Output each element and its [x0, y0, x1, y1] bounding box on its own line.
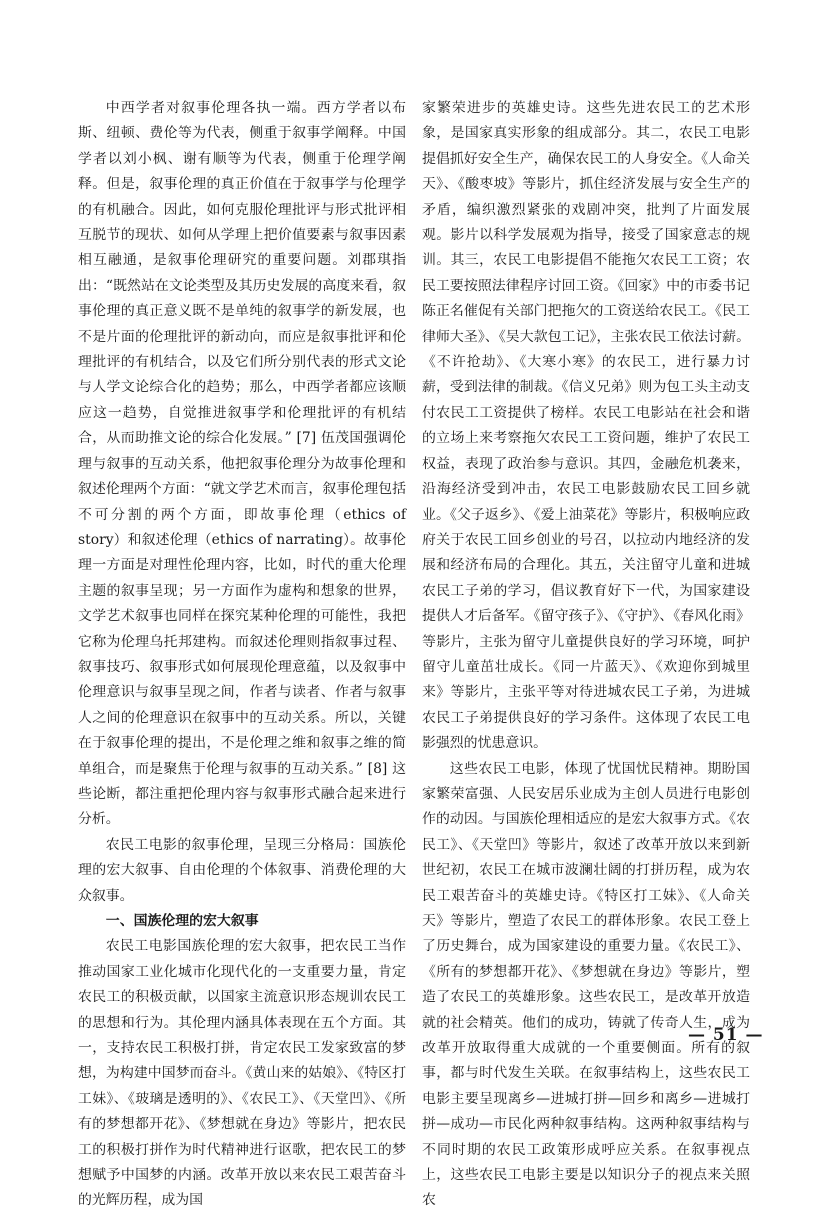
page-number: — 51 — — [688, 1025, 764, 1045]
left-column — [78, 96, 406, 1214]
paragraph-narrative-ethics-debate: 中西学者对叙事伦理各执一端。西方学者以布斯、纽顿、费伦等为代表，侧重于叙事学阐释。中国学者以刘小枫、谢有顺等为代表，侧重于伦理学阐释。但是，叙事伦理的真正价值在于叙事学与伦理学的有机融合。因此，如何克服伦理批评与形式批评相互脱节的现状、如何从学理上把价值要素与叙事因素相互融通，是叙事伦理研究的重要问题。刘郡琪指出：“既然站在文论类型及其历史发展的高度来看，叙事伦理的真正意义既不是单纯的叙事学的新发展，也不是片面的伦理批评的新动向，而应是叙事批评和伦理批评的有机结合，以及它们所分别代表的形式文论与人学文论综合化的趋势；那么，中西学者都应该顺应这一趋势，自觉推进叙事学和伦理批评的有机结合，从而助推文论的综合化发展。” [7] 伍茂国强调伦理与叙事的互动关系，他把叙事伦理分为故事伦理和叙述伦理两个方面：“就文学艺术而言，叙事伦理包括不可分割的两个方面，即故事伦理（ethics of story）和叙述伦理（ethics of narrating）。故事伦理一方面是对理性伦理内容，比如，时代的重大伦理主题的叙事呈现；另一方面作为虚构和想象的世界，文学艺术叙事也同样在探究某种伦理的可能性，我把它称为伦理乌托邦建构。而叙述伦理则指叙事过程、叙事技巧、叙事形式如何展现伦理意蕴，以及叙事中伦理意识与叙事呈现之间，作者与读者、作者与叙事人之间的伦理意识在叙事中的互动关系。所以，关键在于叙事伦理的提出，不是伦理之维和叙事之维的简单组合，而是聚焦于伦理与叙事的互动关系。” [8] 这些论断，都注重把伦理内容与叙事形式融合起来进行分析。 — [78, 100, 406, 828]
paragraph-three-part-pattern: 农民工电影的叙事伦理，呈现三分格局：国族伦理的宏大叙事、自由伦理的个体叙事、消费伦理的大众叙事。 — [78, 836, 406, 904]
paragraph-grand-narrative: 农民工电影国族伦理的宏大叙事，把农民工当作推动国家工业化城市化现代化的一支重要力量，肯定农民工的积极贡献，以国家主流意识形态规训农民工的思想和行为。其伦理内涵具体表现在五个方面。其一，支持农民工积极打拼，肯定农民工发家致富的梦想，为构建中国梦而奋斗。《黄山来的姑娘》、《特区打工妹》、《玻璃是透明的》、《农民工》、《天堂凹》、《所有的梦想都开花》、《梦想就在身边》等影片，把农民工的积极打拼作为时代精神进行讴歌，把农民工的梦想赋予中国梦的内涵。改革开放以来农民工艰苦奋斗的光辉历程，成为国 — [78, 938, 406, 1209]
paragraph-national-concern: 这些农民工电影，体现了忧国忧民精神。期盼国家繁荣富强、人民安居乐业成为主创人员进行电影创作的动因。与国族伦理相适应的是宏大叙事方式。《农民工》、《天堂凹》等影片，叙述了改革开放以来到新世纪初，农民工在城市波澜壮阔的打拼历程，成为农民工艰苦奋斗的英雄史诗。《特区打工妹》、《人命关天》等影片，塑造了农民工的群体形象。农民工登上了历史舞台，成为国家建设的重要力量。《农民工》、《所有的梦想都开花》、《梦想就在身边》等影片，塑造了农民工的英雄形象。这些农民工，是改革开放造就的社会精英。他们的成功，铸就了传奇人生，成为改革开放取得重大成就的一个重要侧面。所有的叙事，都与时代发生关联。在叙事结构上，这些农民工电影主要呈现离乡—进城打拼—回乡和离乡—进城打拼—成功—市民化两种叙事结构。这两种叙事结构与不同时期的农民工政策形成呼应关系。在叙事视点上，这些农民工电影主要是以知识分子的视点来关照农 — [422, 760, 750, 1209]
paragraph-five-aspects-continued: 家繁荣进步的英雄史诗。这些先进农民工的艺术形象，是国家真实形象的组成部分。其二，农民工电影提倡抓好安全生产，确保农民工的人身安全。《人命关天》、《酸枣坡》等影片，抓住经济发展与安全生产的矛盾，编织激烈紧张的戏剧冲突，批判了片面发展观。影片以科学发展观为指导，接受了国家意志的规训。其三，农民工电影提倡不能拖欠农民工工资；农民工要按照法律程序讨回工资。《回家》中的市委书记陈正名催促有关部门把拖欠的工资送给农民工。《民工律师大圣》、《吴大款包工记》，主张农民工依法讨薪。《不许抢劫》、《大寒小寒》的农民工，进行暴力讨薪，受到法律的制裁。《信义兄弟》则为包工头主动支付农民工工资提供了榜样。农民工电影站在社会和谐的立场上来考察拖欠农民工工资问题，维护了农民工权益，表现了政治参与意识。其四，金融危机袭来，沿海经济受到冲击，农民工电影鼓励农民工回乡就业。《父子返乡》、《爱上油菜花》等影片，积极响应政府关于农民工回乡创业的号召，以拉动内地经济的发展和经济布局的合理化。其五，关注留守儿童和进城农民工子弟的学习，倡议教育好下一代，为国家建设提供人才后备军。《留守孩子》、《守护》、《春风化雨》等影片，主张为留守儿童提供良好的学习环境，呵护留守儿童茁壮成长。《同一片蓝天》、《欢迎你到城里来》等影片，主张平等对待进城农民工子弟，为进城农民工子弟提供良好的学习条件。这体现了农民工电影强烈的忧患意识。 — [422, 100, 750, 752]
section-heading: 一、国族伦理的宏大叙事 — [105, 913, 259, 929]
right-column — [422, 96, 750, 1214]
